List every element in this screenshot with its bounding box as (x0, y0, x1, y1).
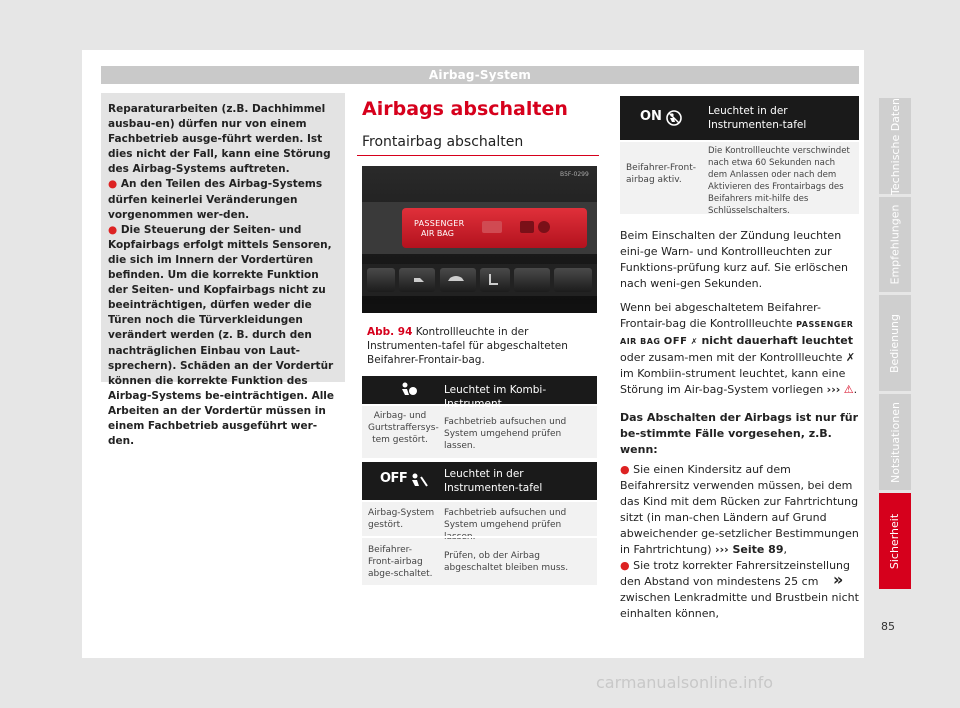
table-cell: Airbag-System gestört. (368, 508, 435, 530)
photo-label-line2: AIR BAG (421, 229, 454, 238)
figure-label: Abb. 94 (367, 326, 413, 338)
row-separator (362, 536, 597, 538)
indicator-table-3 (620, 96, 859, 214)
tab-notsituationen[interactable] (879, 394, 911, 490)
page-reference-link[interactable]: ››› Seite 89 (715, 543, 784, 556)
row-separator (362, 500, 597, 502)
table-cell: Fachbetrieb aufsuchen und System umgehend prüfen (444, 508, 567, 530)
tab-label: Technische Daten (888, 97, 902, 195)
indicator-table-2 (362, 462, 597, 585)
photo-code: B5F-0299 (560, 171, 589, 178)
warning-bullet-1: ● An den Teilen des Airbag-Systems dürfen keinerlei Veränderungen vorgenommen wer-den. (108, 178, 323, 221)
tab-label: Bedienung (888, 313, 902, 373)
table-cell: Beifahrer-Front-airbag abge-schaltet. (368, 545, 433, 579)
warning-triangle-icon: ⚠ (843, 383, 854, 396)
table-cell: Airbag- und Gurtstraffersys-tem gestört. (368, 411, 439, 445)
right-bullet-1: ● Sie einen Kindersitz auf dem Beifahrersitz verwenden müssen, bei dem das Kind mit dem Rücken zur Fahrtrichtung sitzt (in man-chen Ländern auf Grund abweichender ge-setzlicher Bestimmungen in Fahrtrichtung) ››› Seite 89, (620, 463, 859, 556)
table-cell: Die Kontrollleuchte verschwindet nach etwa 60 Sekunden nach dem Anlassen oder nach dem Aktivieren des Frontairbags des Beifahrers mit-hilfe des Schlüsselschalters. (708, 146, 850, 216)
airbag-on-icon (666, 110, 682, 126)
table-header-text: Leuchtet im Kombi- (444, 384, 547, 396)
page-header (101, 66, 859, 84)
right-bullet-2: ● Sie trotz korrekter Fahrersitzeinstellung den Abstand von mindestens 25 cm zwischen Lenkradmitte und Brustbein nicht einhalten können, (620, 559, 859, 620)
airbag-off-icon (410, 473, 428, 489)
dashboard-illustration (362, 166, 597, 313)
figure-caption: Abb. 94 Kontrollleuchte in der Instrumenten-tafel für abgeschalteten Beifahrer-Frontair-bag. (367, 326, 568, 366)
table-cell: Prüfen, ob der Airbag abgeschaltet bleiben muss. (444, 551, 569, 573)
section-subtitle: Frontairbag abschalten (362, 134, 524, 150)
right-column-text (620, 228, 860, 622)
tab-sicherheit[interactable] (879, 493, 911, 589)
warning-intro: Reparaturarbeiten (z.B. Dachhimmel ausbau-en) dürfen nur von einem Fachbetrieb ausge-führt werden. Ist dies nicht der Fall, kann eine Störung des Airbag-Systems auftreten. (108, 103, 331, 176)
continue-marker: » (833, 570, 844, 589)
table-header-text: Leuchtet in der Instrumenten-tafel (708, 105, 807, 131)
tab-technische-daten[interactable] (879, 98, 911, 194)
airbag-warning-icon: ✗ (845, 351, 856, 364)
tab-label: Empfehlungen (888, 204, 902, 285)
tab-empfehlungen[interactable] (879, 197, 911, 292)
bullet-symbol: ● (108, 178, 118, 191)
section-title: Airbags abschalten (362, 98, 568, 120)
watermark: carmanualsonline.info (596, 673, 774, 692)
table-header-text: Leuchtet in der Instrumenten-tafel (444, 468, 543, 494)
tab-label: Notsituationen (888, 401, 902, 483)
row-separator (362, 404, 597, 406)
passenger-airbag-off-icon: PASSENGER AIR BAG OFF ✗ (620, 320, 854, 347)
tab-label: Sicherheit (888, 513, 902, 569)
airbag-warning-icon (399, 382, 419, 398)
photo-label-line1: PASSENGER (414, 219, 465, 228)
table-cell: Beifahrer-Front-airbag aktiv. (626, 163, 697, 185)
paragraph-1: Beim Einschalten der Zündung leuchten eini-ge Warn- und Kontrollleuchten zur Funktions-prüfung kurz auf. Sie erlöschen nach weni-gen Sekunden. (620, 229, 849, 290)
reference-link[interactable]: ››› (826, 383, 841, 396)
table-cell: Fachbetrieb aufsuchen und System umgehend prüfen lassen. (444, 417, 567, 451)
page-number: 85 (881, 620, 895, 633)
indicator-table-1 (362, 376, 597, 458)
bullet-symbol: ● (108, 223, 118, 236)
on-icon: ON (640, 109, 662, 124)
warning-box (101, 93, 348, 448)
row-separator (620, 140, 859, 142)
paragraph-2: Wenn bei abgeschaltetem Beifahrer-Frontair-bag die Kontrollleuchte PASSENGER AIR BAG OFF ✗ nicht dauerhaft leuchtet oder zusam-men mit der Kontrollleuchte ✗ im Kombiin-strument leuchtet, kann eine Störung im Air-bag-System vorliegen ››› ⚠. (620, 301, 858, 396)
off-icon: OFF (380, 471, 408, 486)
right-heading: Das Abschalten der Airbags ist nur für be-stimmte Fälle vorgesehen, z.B. wenn: (620, 411, 858, 456)
header-title: Airbag-System (428, 68, 532, 82)
dashboard-photo (362, 166, 597, 313)
tab-bedienung[interactable] (879, 295, 911, 391)
warning-bullet-2: ● Die Steuerung der Seiten- und Kopfairbags erfolgt mittels Sensoren, die sich im Innern der Vordertüren befinden. Um die korrekte Funktion der Seiten- und Kopfairbags nicht zu beeinträchtigen, dürfen weder die Türen noch die Türverkleidungen verändert werden (z. B. durch den nachträglichen Einbau von Laut-sprechern). Schäden an der Vordertür können die korrekte Funktion des Airbag-Systems be-einträchtigen. Alle Arbeiten an der Vordertür müssen in einem Fachbetrieb ausgeführt wer-den. (108, 223, 335, 448)
subtitle-underline (357, 155, 599, 156)
